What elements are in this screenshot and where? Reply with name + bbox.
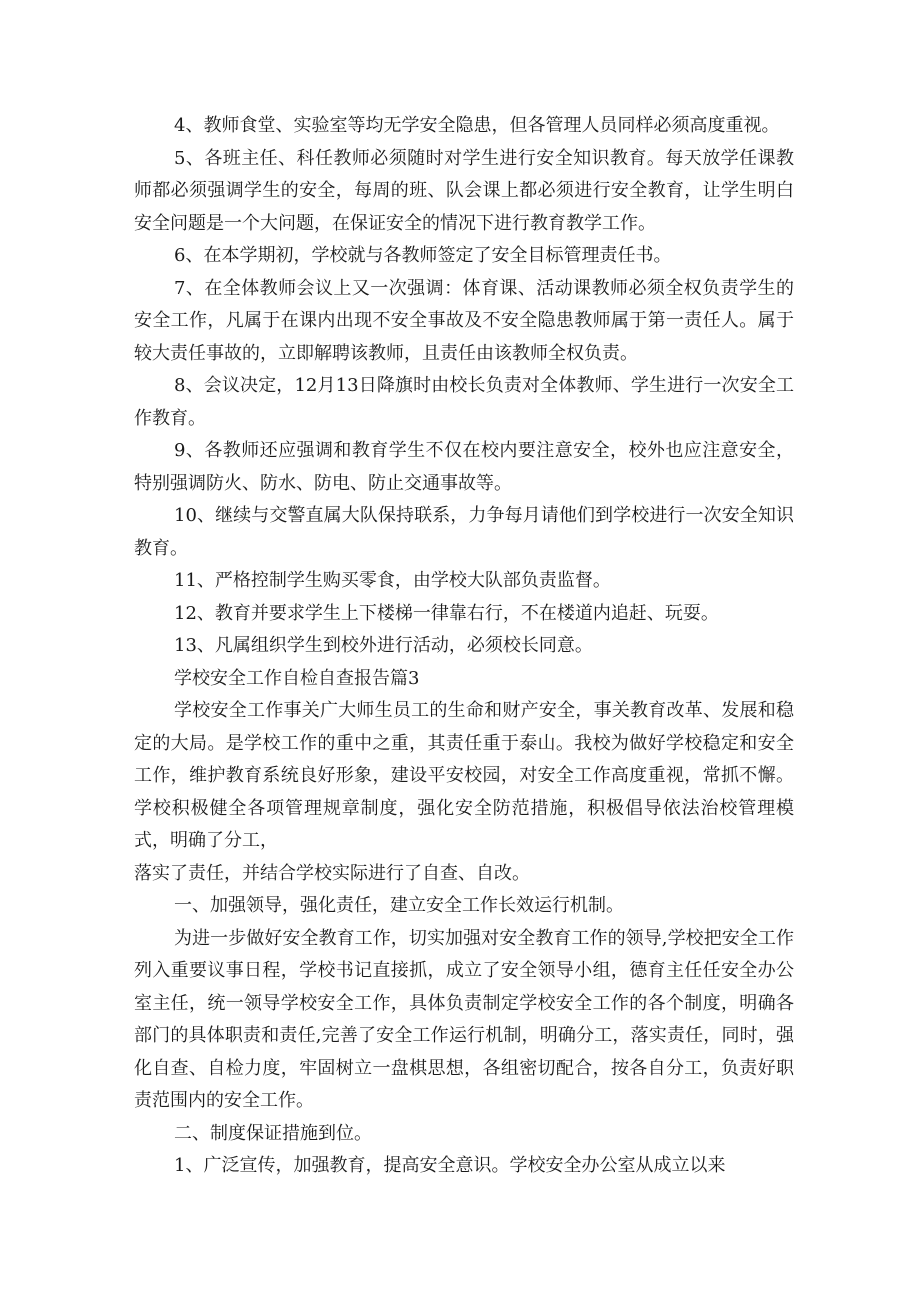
paragraph-item-6: 6、在本学期初，学校就与各教师签定了安全目标管理责任书。 xyxy=(174,245,672,266)
paragraph-item-8: 8、会议决定，12月13日降旗时由校长负责对全体教师、学生进行一次安全工作教育。 xyxy=(134,375,794,429)
paragraph-intro-continued: 落实了责任，并结合学校实际进行了自查、自改。 xyxy=(134,862,530,884)
section-heading-report-3: 学校安全工作自检自查报告篇3 xyxy=(174,667,420,689)
section-heading-2: 二、制度保证措施到位。 xyxy=(174,1122,372,1144)
paragraph-leadership: 为进一步做好安全教育工作，切实加强对安全教育工作的领导,学校把安全工作列入重要议事日程，学校书记直接抓，成立了安全领导小组，德育主任任安全办公室主任，统一领导学校安全工作，具体负责制定学校安全工作的各个制度，明确各部门的具体职责和责任,完善了安全工作运行机制，明确分工，落实责任，同时，强化自查、自检力度，牢固树立一盘棋思想，各组密切配合，按各自分工，负责好职责范围内的安全工作。 xyxy=(134,927,794,1111)
section-heading-1: 一、加强领导，强化责任，建立安全工作长效运行机制。 xyxy=(174,895,624,916)
paragraph-publicity: 1、广泛宣传，加强教育，提高安全意识。学校安全办公室从成立以来 xyxy=(174,1155,726,1176)
document-body xyxy=(134,110,794,1183)
paragraph-intro: 学校安全工作事关广大师生员工的生命和财产安全，事关教育改革、发展和稳定的大局。是学校工作的重中之重，其责任重于泰山。我校为做好学校稳定和安全工作，维护教育系统良好形象，建设平安校园，对安全工作高度重视，常抓不懈。学校积极健全各项管理规章制度，强化安全防范措施，积极倡导依法治校管理模式，明确了分工， xyxy=(134,700,794,851)
paragraph-item-11: 11、严格控制学生购买零食，由学校大队部负责监督。 xyxy=(174,570,611,591)
paragraph-item-12: 12、教育并要求学生上下楼梯一律靠右行，不在楼道内追赶、玩耍。 xyxy=(174,602,719,624)
paragraph-item-10: 10、继续与交警直属大队保持联系，力争每月请他们到学校进行一次安全知识教育。 xyxy=(134,505,794,559)
paragraph-item-4: 4、教师食堂、实验室等均无学安全隐患，但各管理人员同样必须高度重视。 xyxy=(174,115,780,136)
paragraph-item-7: 7、在全体教师会议上又一次强调：体育课、活动课教师必须全权负责学生的安全工作，凡属于在课内出现不安全事故及不安全隐患教师属于第一责任人。属于较大责任事故的，立即解聘该教师，且责任由该教师全权负责。 xyxy=(134,277,794,364)
paragraph-item-13: 13、凡属组织学生到校外进行活动，必须校长同意。 xyxy=(174,635,593,656)
paragraph-item-9: 9、各教师还应强调和教育学生不仅在校内要注意安全，校外也应注意安全，特别强调防火、防水、防电、防止交通事故等。 xyxy=(134,440,794,494)
paragraph-item-5: 5、各班主任、科任教师必须随时对学生进行安全知识教育。每天放学任课教师都必须强调学生的安全，每周的班、队会课上都必须进行安全教育，让学生明白安全问题是一个大问题，在保证安全的情况下进行教育教学工作。 xyxy=(134,147,794,234)
